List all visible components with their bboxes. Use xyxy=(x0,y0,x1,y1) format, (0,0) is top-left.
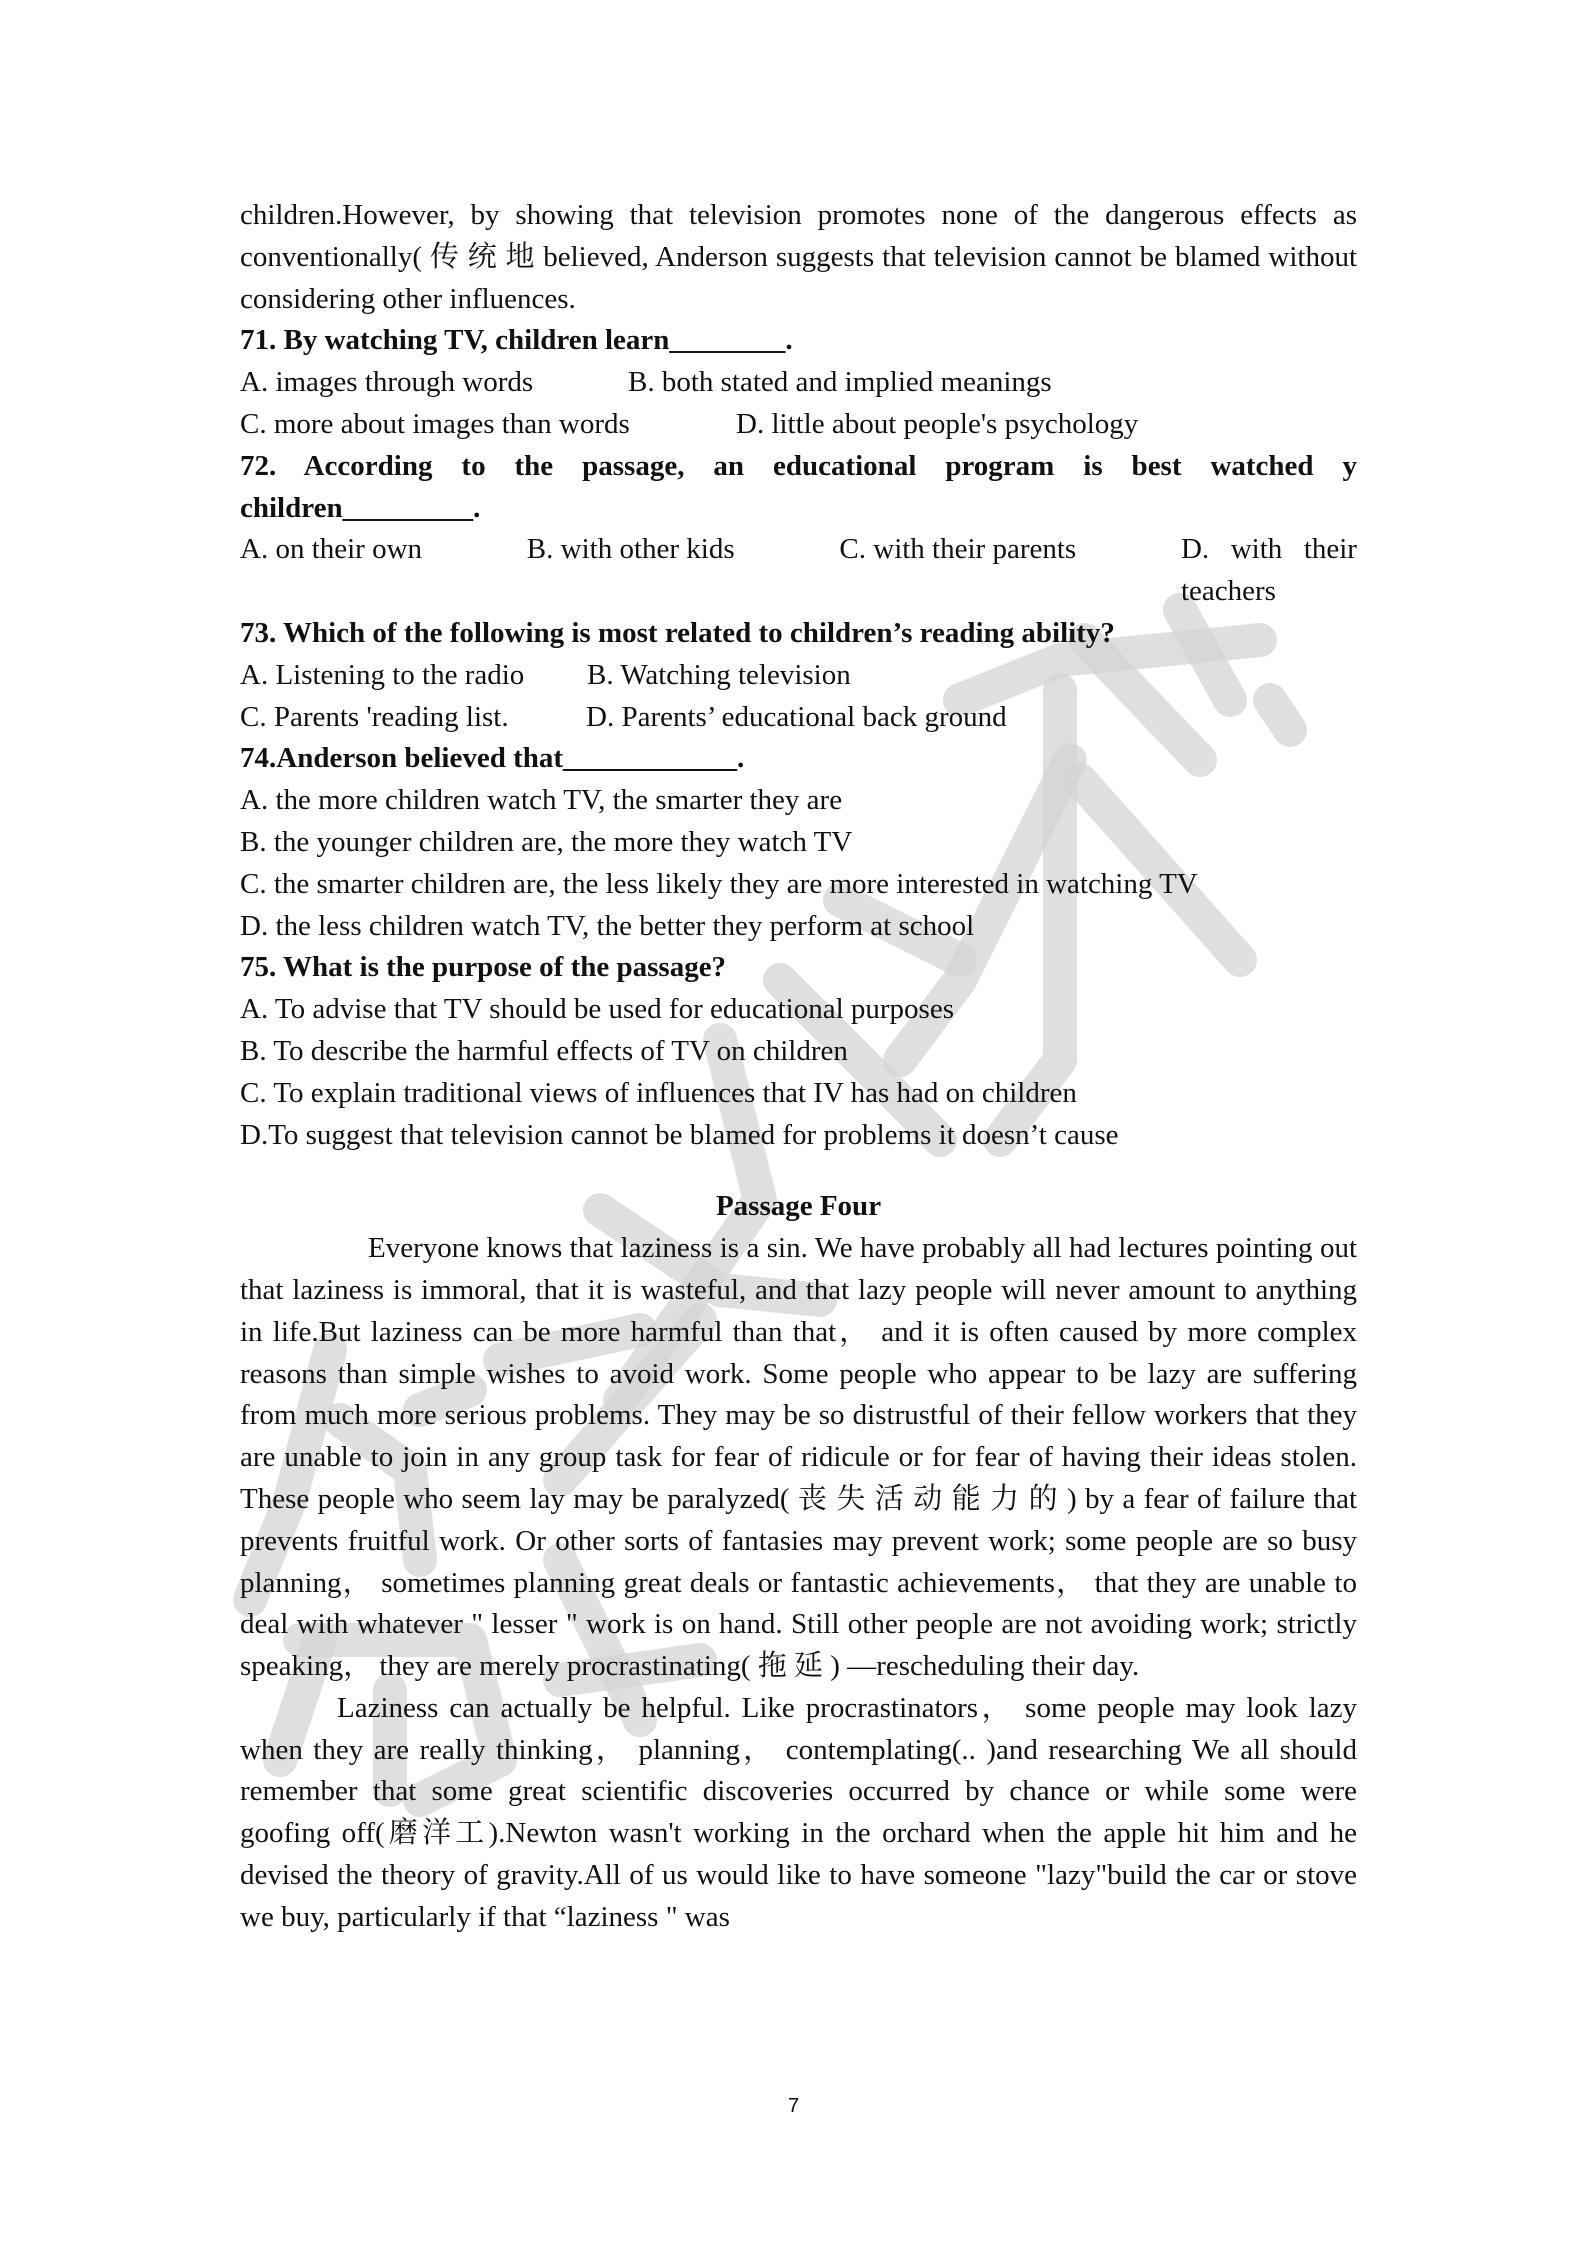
question-72-options-row-1 xyxy=(240,529,1357,608)
question-71-stem: 71. By watching TV, children learn________. xyxy=(240,324,793,357)
question-73-options-row-2 xyxy=(240,697,1357,739)
passage-three-ending: children.However, by showing that television promotes none of the dangerous effects as conventionally( 传 统 地 believed, Anderson suggests that television cannot be blamed without considering other influences. xyxy=(240,199,1357,315)
question-72-option-b: B. with other kids xyxy=(526,533,735,566)
question-74-stem: 74.Anderson believed that____________. xyxy=(240,742,745,775)
question-71-option-c: C. more about images than words xyxy=(240,407,630,440)
passage-four-paragraph-1: Everyone knows that laziness is a sin. We have probably all had lectures pointing out that laziness is immoral, that it is wasteful, and that lazy people will never amount to anything in life.But laziness can be more harmful than that， and it is often caused by more complex reasons than simple wishes to avoid work. Some people who appear to be lazy are suffering from much more serious problems. They may be so distrustful of their fellow workers that they are unable to join in any group task for fear of ridicule or for fear of having their ideas stolen. These people who seem lay may be paralyzed( 丧 失 活 动 能 力 的 ) by a fear of failure that prevents fruitful work. Or other sorts of fantasies may prevent work; some people are so busy planning， sometimes planning great deals or fantastic achievements， that they are unable to deal with whatever " lesser " work is on hand. Still other people are not avoiding work; strictly speaking， they are merely procrastinating( 拖 延 ) —rescheduling their day. xyxy=(240,1232,1357,1683)
question-74-option-b: B. the younger children are, the more they watch TV xyxy=(240,825,853,858)
page-content xyxy=(240,195,1357,1939)
question-75-stem: 75. What is the purpose of the passage? xyxy=(240,951,727,984)
passage-four-paragraph-2: Laziness can actually be helpful. Like procrastinators， some people may look lazy when they are really thinking， planning， contemplating(.. )and researching We all should remember that some great scientific discoveries occurred by chance or while some were goofing off(磨洋工).Newton wasn't working in the orchard when the apple hit him and he devised the theory of gravity.All of us would like to have someone "lazy"build the car or stove we buy, particularly if that “laziness " was xyxy=(240,1691,1357,1933)
question-72-option-a: A. on their own xyxy=(240,533,423,566)
question-75-option-d: D.To suggest that television cannot be blamed for problems it doesn’t cause xyxy=(240,1118,1119,1151)
question-72-option-c: C. with their parents xyxy=(839,533,1077,566)
question-72-stem: 72. According to the passage, an educational program is best watched y children_________. xyxy=(240,449,1357,524)
question-74-option-a: A. the more children watch TV, the smarter they are xyxy=(240,784,843,817)
passage-four-title: Passage Four xyxy=(715,1190,882,1223)
question-75-option-a: A. To advise that TV should be used for educational purposes xyxy=(240,993,954,1026)
question-71-options-row-2 xyxy=(240,404,1357,446)
question-74-option-d: D. the less children watch TV, the better they perform at school xyxy=(240,909,975,942)
question-75-option-b: B. To describe the harmful effects of TV on children xyxy=(240,1034,848,1067)
question-73-option-c: C. Parents 'reading list. xyxy=(240,700,509,733)
question-73-option-a: A. Listening to the radio xyxy=(240,658,525,691)
question-73-option-d: D. Parents’ educational back ground xyxy=(586,700,1007,733)
question-71-option-b: B. both stated and implied meanings xyxy=(628,366,1052,399)
question-72-option-d: D. with their teachers xyxy=(1180,533,1357,608)
question-74-option-c: C. the smarter children are, the less likely they are more interested in watching TV xyxy=(240,867,1198,900)
question-73-options-row-1 xyxy=(240,655,1357,697)
page-number: 7 xyxy=(787,2095,800,2117)
question-73-stem: 73. Which of the following is most related to children’s reading ability? xyxy=(240,616,1115,649)
question-73-option-b: B. Watching television xyxy=(587,658,851,691)
question-71-options-row-1 xyxy=(240,362,1357,404)
question-71-option-a: A. images through words xyxy=(240,366,534,399)
question-71-option-d: D. little about people's psychology xyxy=(736,407,1139,440)
question-75-option-c: C. To explain traditional views of influences that IV has had on children xyxy=(240,1076,1077,1109)
